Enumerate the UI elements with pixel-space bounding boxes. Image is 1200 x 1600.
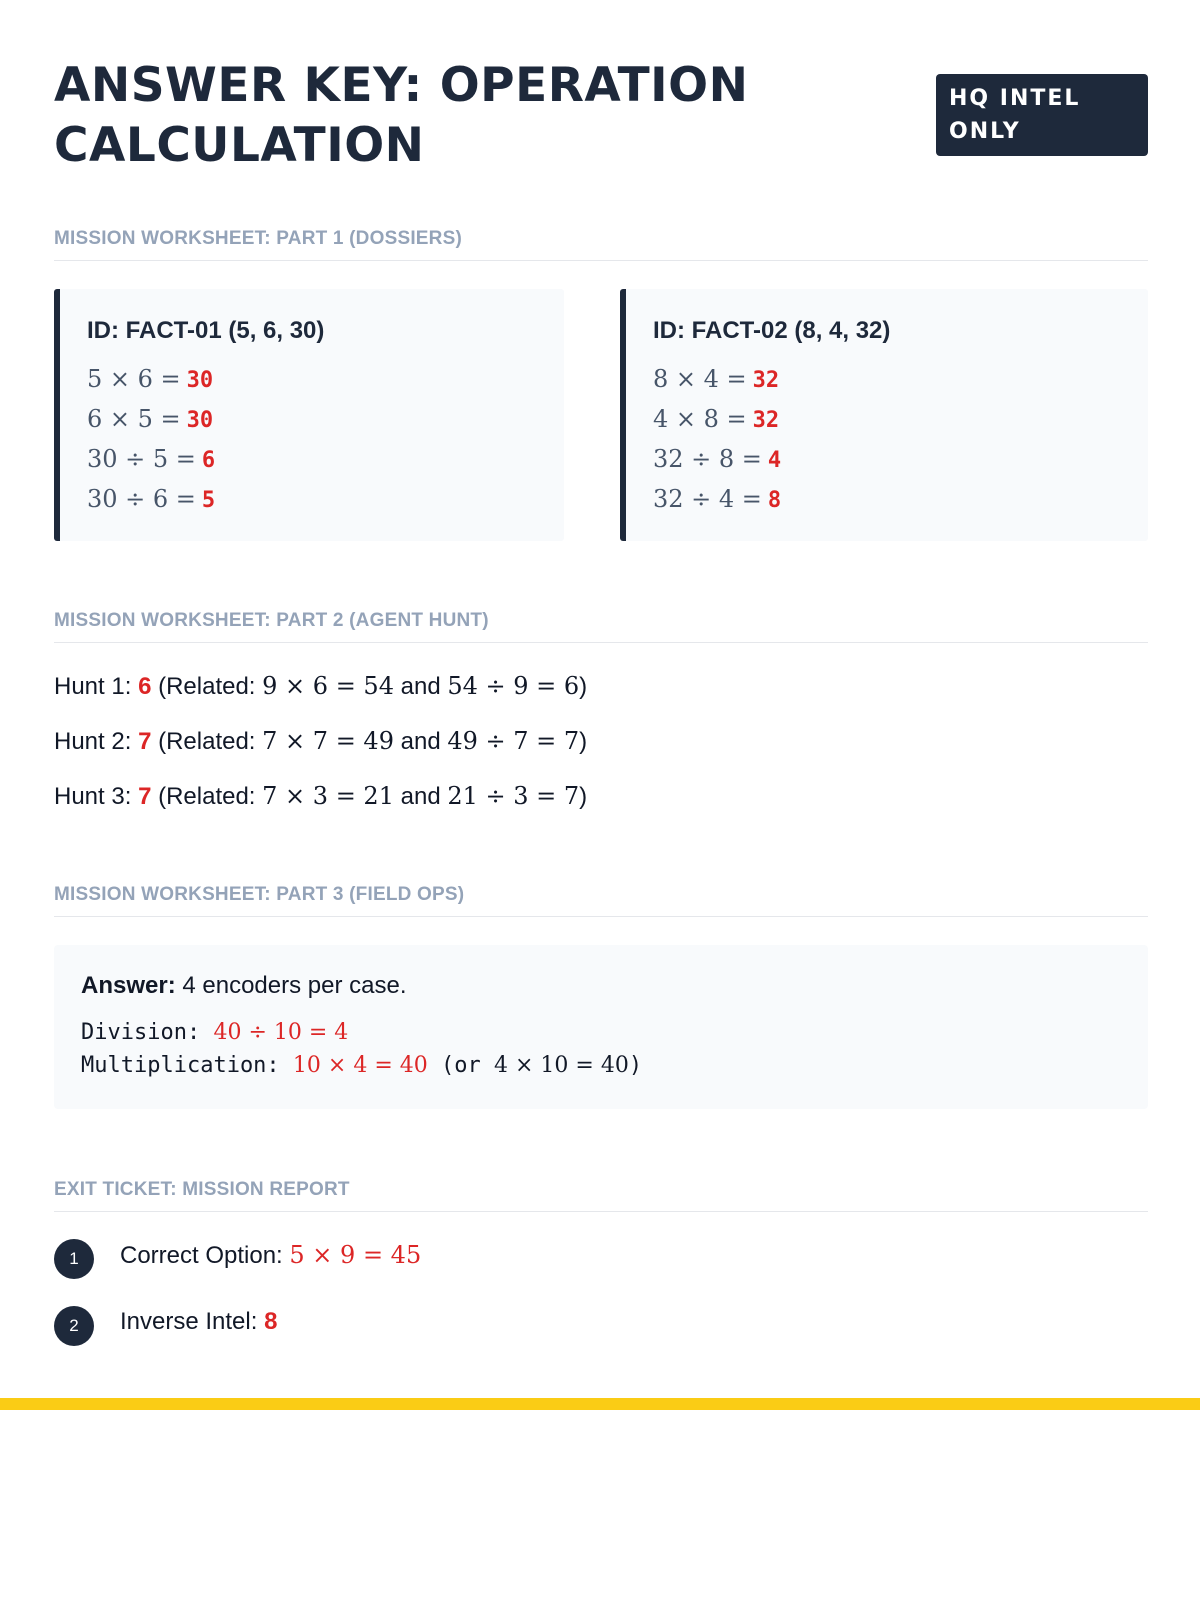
answer-label: Answer: <box>81 972 176 999</box>
exit-item-label: Inverse Intel: <box>120 1308 258 1335</box>
part3-heading: MISSION WORKSHEET: PART 3 (FIELD OPS) <box>54 884 1148 917</box>
part1-heading: MISSION WORKSHEET: PART 1 (DOSSIERS) <box>54 228 1148 261</box>
hunt-label: Hunt 2: <box>54 728 132 755</box>
exit-item-text <box>120 1241 421 1270</box>
multiplication-label: Multiplication: <box>81 1053 293 1078</box>
hunt-related-close: ) <box>579 673 588 700</box>
division-line <box>81 1016 1121 1049</box>
hunt-related-open: (Related: <box>158 783 256 810</box>
hunt-answer: 7 <box>138 783 152 810</box>
exit-item-answer: 8 <box>264 1308 278 1335</box>
fact-expression: 32 ÷ 4 = <box>653 485 762 513</box>
dossier-card-fact-02 <box>620 289 1148 541</box>
page-header <box>54 56 1148 176</box>
fact-answer: 5 <box>201 488 216 513</box>
alt-expression: 4 × 10 = 40 <box>493 1053 629 1078</box>
division-label: Division: <box>81 1020 214 1045</box>
fact-answer: 8 <box>767 488 782 513</box>
hunt-and: and <box>400 783 441 810</box>
hunt-related-open: (Related: <box>158 728 256 755</box>
hunt-row-1 <box>54 672 587 701</box>
hunt-label: Hunt 3: <box>54 783 132 810</box>
fact-expression: 30 ÷ 6 = <box>87 485 196 513</box>
hunt-division: 21 ÷ 3 = 7 <box>447 782 580 810</box>
hunt-related-close: ) <box>579 783 588 810</box>
hunt-answer: 7 <box>138 728 152 755</box>
dossier-title: ID: FACT-02 (8, 4, 32) <box>653 317 891 344</box>
fact-answer: 32 <box>752 408 780 433</box>
fact-answer: 6 <box>201 448 216 473</box>
exit-item-text <box>120 1308 277 1336</box>
footer-accent-bar <box>0 1398 1200 1410</box>
exit-item-1 <box>54 1239 654 1279</box>
item-number-badge: 2 <box>54 1306 94 1346</box>
exit-item-2 <box>54 1306 654 1346</box>
exit-ticket-heading: EXIT TICKET: MISSION REPORT <box>54 1179 1148 1212</box>
hunt-related-close: ) <box>579 728 588 755</box>
fact-row <box>653 439 1148 479</box>
exit-item-answer: 5 × 9 = 45 <box>289 1241 422 1269</box>
dossier-title: ID: FACT-01 (5, 6, 30) <box>87 317 325 344</box>
hunt-related-open: (Related: <box>158 673 256 700</box>
hunt-multiplication: 7 × 3 = 21 <box>262 782 394 810</box>
fact-row <box>87 479 564 519</box>
fact-row <box>87 359 564 399</box>
answer-text: 4 encoders per case. <box>182 972 407 999</box>
fact-answer: 4 <box>767 448 782 473</box>
fact-row <box>87 439 564 479</box>
fact-expression: 4 × 8 = <box>653 405 747 433</box>
hunt-multiplication: 9 × 6 = 54 <box>262 672 394 700</box>
fact-expression: 8 × 4 = <box>653 365 747 393</box>
hunt-row-3 <box>54 782 587 811</box>
fact-answer: 30 <box>186 368 214 393</box>
fact-answer: 30 <box>186 408 214 433</box>
fact-expression: 5 × 6 = <box>87 365 181 393</box>
fact-expression: 32 ÷ 8 = <box>653 445 762 473</box>
dossier-card-fact-01 <box>54 289 564 541</box>
hunt-and: and <box>400 673 441 700</box>
hunt-multiplication: 7 × 7 = 49 <box>262 727 394 755</box>
division-expression: 40 ÷ 10 = 4 <box>213 1020 349 1045</box>
fact-row <box>653 479 1148 519</box>
alt-close: ) <box>628 1053 643 1078</box>
multiplication-line <box>81 1049 1121 1082</box>
hunt-and: and <box>400 728 441 755</box>
fact-row <box>653 359 1148 399</box>
hunt-row-2 <box>54 727 587 756</box>
field-ops-answer-box <box>54 945 1148 1109</box>
hunt-division: 49 ÷ 7 = 7 <box>447 727 580 755</box>
exit-item-label: Correct Option: <box>120 1242 283 1269</box>
fact-expression: 6 × 5 = <box>87 405 181 433</box>
hunt-answer: 6 <box>138 673 152 700</box>
item-number-badge: 1 <box>54 1239 94 1279</box>
hunt-label: Hunt 1: <box>54 673 132 700</box>
multiplication-expression: 10 × 4 = 40 <box>292 1053 428 1078</box>
fact-row <box>87 399 564 439</box>
part2-heading: MISSION WORKSHEET: PART 2 (AGENT HUNT) <box>54 610 1148 643</box>
hunt-division: 54 ÷ 9 = 6 <box>447 672 580 700</box>
hq-intel-badge: HQ INTEL ONLY <box>936 74 1148 156</box>
alt-open: (or <box>427 1053 494 1078</box>
fact-answer: 32 <box>752 368 780 393</box>
fact-expression: 30 ÷ 5 = <box>87 445 196 473</box>
field-ops-answer <box>81 972 1121 1000</box>
fact-row <box>653 399 1148 439</box>
page-title: ANSWER KEY: OPERATION CALCULATION <box>54 58 749 173</box>
